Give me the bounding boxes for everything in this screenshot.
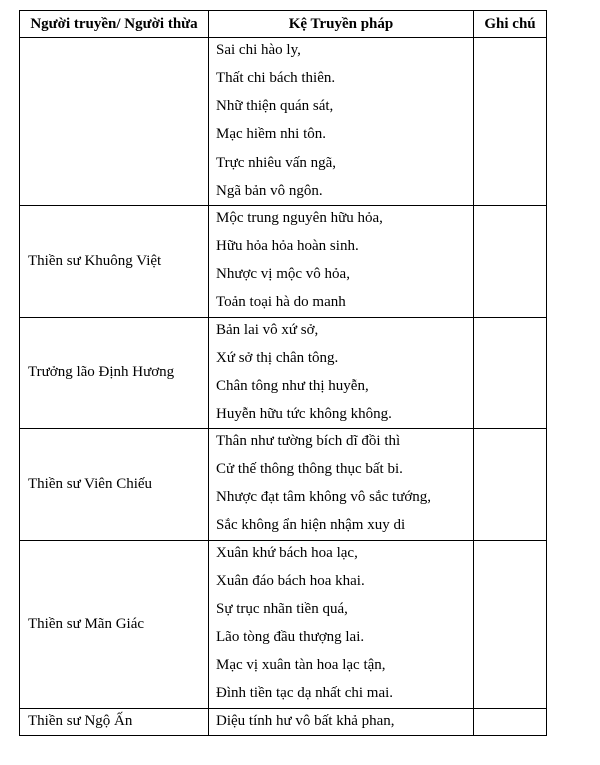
verse-line: Lão tòng đầu thượng lai. <box>216 629 365 645</box>
verse-line: Huyễn hữu tức không không. <box>216 405 392 422</box>
verse-line: Nhược đạt tâm không vô sắc tướng, <box>216 489 432 506</box>
transmitter-cell: Thiền sư Viên Chiếu <box>20 429 209 541</box>
verse-line: Đình tiền tạc dạ nhất chi mai. <box>216 685 394 702</box>
verse-cell <box>209 38 474 206</box>
note-cell <box>474 205 547 317</box>
verse-line: Cử thế thông thông thục bất bi. <box>216 461 403 478</box>
transmitter-cell <box>20 38 209 206</box>
header-note: Ghi chú <box>474 11 547 38</box>
table-row <box>20 38 547 206</box>
verse-line: Ngã bản vô ngôn. <box>216 182 323 199</box>
note-cell <box>474 708 547 735</box>
verse-line: Sắc không ẩn hiện nhậm xuy di <box>216 517 406 534</box>
table-row <box>20 708 547 735</box>
verse-line: Mạc vị xuân tàn hoa lạc tận, <box>216 657 386 674</box>
header-transmitter: Người truyền/ Người thừa <box>20 11 209 38</box>
verse-line: Trực nhiêu vấn ngã, <box>216 154 337 171</box>
verse-line: Thân như tường bích dĩ đồi thì <box>216 433 401 450</box>
verse-line: Xuân khứ bách hoa lạc, <box>216 544 358 561</box>
verse-cell <box>209 317 474 429</box>
verse-line: Mạc hiềm nhi tôn. <box>216 126 326 143</box>
verse-line: Sự trục nhãn tiền quá, <box>216 600 348 617</box>
table-row <box>20 317 547 429</box>
verse-line: Xuân đáo bách hoa khai. <box>216 572 365 589</box>
transmitter-cell: Thiền sư Mãn Giác <box>20 540 209 708</box>
table-row <box>20 540 547 708</box>
note-cell <box>474 540 547 708</box>
verse-line: Toản toại hà do manh <box>216 294 346 311</box>
verse-line: Nhược vị mộc vô hỏa, <box>216 266 350 283</box>
note-cell <box>474 317 547 429</box>
table-row <box>20 205 547 317</box>
verse-cell <box>209 708 474 735</box>
verse-line: Nhữ thiện quán sát, <box>216 98 334 115</box>
transmitter-cell: Trưởng lão Định Hương <box>20 317 209 429</box>
verse-line: Bản lai vô xứ sở, <box>216 321 319 338</box>
verse-line: Sai chi hào ly, <box>216 42 301 58</box>
transmitter-cell: Thiền sư Ngộ Ấn <box>20 708 209 735</box>
dharma-transmission-table <box>19 10 547 736</box>
header-row <box>20 11 547 38</box>
verse-line: Hữu hỏa hỏa hoàn sinh. <box>216 237 359 254</box>
verse-line: Chân tông như thị huyễn, <box>216 377 369 394</box>
table-row <box>20 429 547 541</box>
verse-cell <box>209 540 474 708</box>
verse-line: Mộc trung nguyên hữu hỏa, <box>216 209 383 226</box>
transmitter-cell: Thiền sư Khuông Việt <box>20 205 209 317</box>
note-cell <box>474 429 547 541</box>
verse-cell <box>209 429 474 541</box>
verse-cell <box>209 205 474 317</box>
verse-line: Diệu tính hư vô bất khả phan, <box>216 712 395 729</box>
verse-line: Thất chi bách thiên. <box>216 70 336 86</box>
verse-line: Xứ sở thị chân tông. <box>216 349 339 366</box>
note-cell <box>474 38 547 206</box>
header-verse: Kệ Truyền pháp <box>209 11 474 38</box>
